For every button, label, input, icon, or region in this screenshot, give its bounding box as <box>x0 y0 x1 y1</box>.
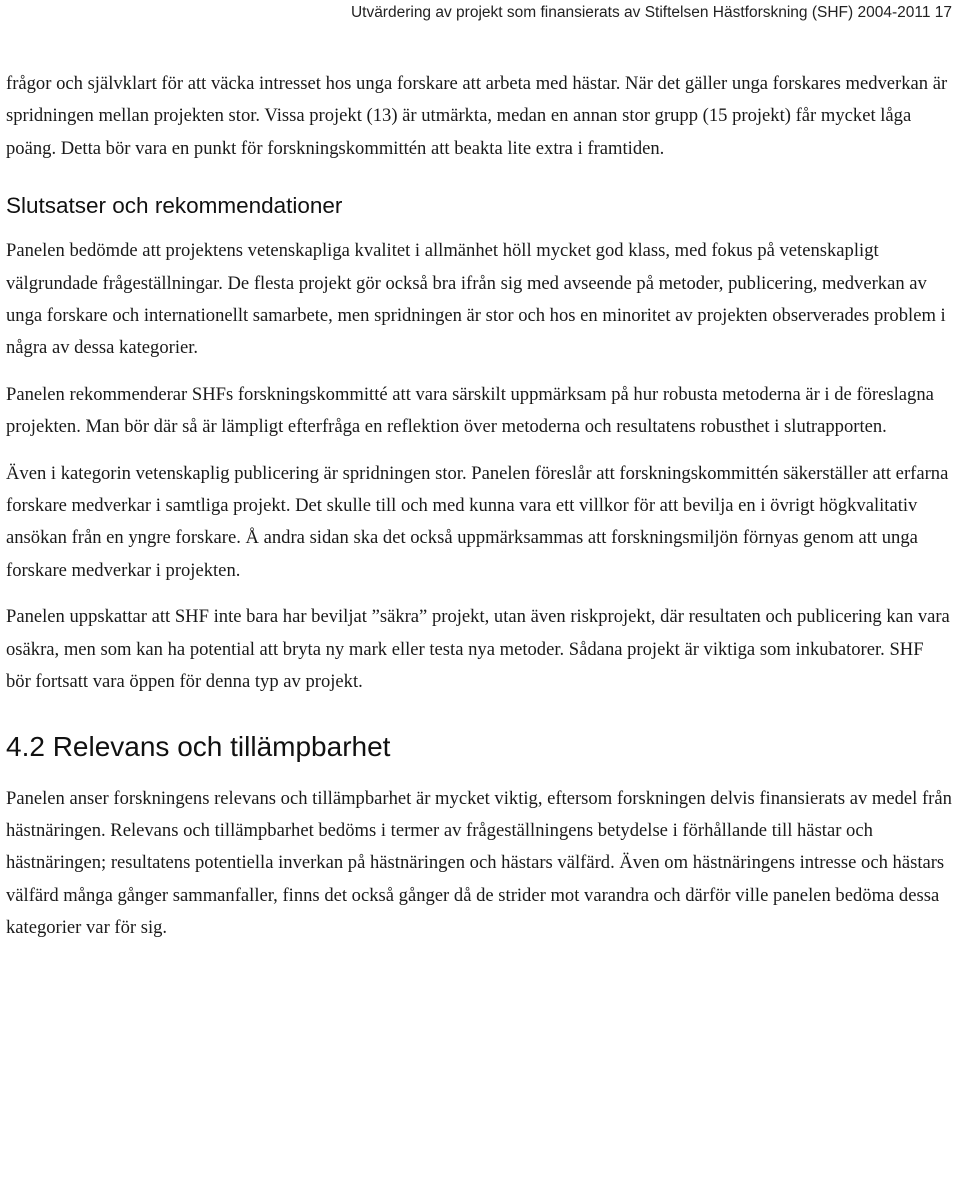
section-heading-conclusions: Slutsatser och rekommendationer <box>6 193 343 219</box>
paragraph-conclusions-3: Även i kategorin vetenskaplig publicering är spridningen stor. Panelen föreslår att forskningskommittén säkerställer att erfarna forskare medverkar i samtliga projekt. Det skulle till och med kunna vara ett villkor för att bevilja en i övrigt högkvalitativ ansökan från en yngre forskare. Å andra sidan ska det också uppmärksammas att forskningsmiljön förnyas genom att unga forskare medverkar i projekten. <box>6 462 949 581</box>
section-heading-relevance: 4.2 Relevans och tillämpbarhet <box>6 730 391 762</box>
paragraph-intro: frågor och självklart för att väcka intresset hos unga forskare att arbeta med hästar. När det gäller unga forskares medverkan är spridningen mellan projekten stor. Vissa projekt (13) är utmärkta, medan en annan stor grupp (15 projekt) får mycket låga poäng. Detta bör vara en punkt för forskningskommittén att beakta lite extra i framtiden. <box>6 73 948 159</box>
page-content <box>6 68 952 959</box>
paragraph-conclusions-4: Panelen uppskattar att SHF inte bara har beviljat ”säkra” projekt, utan även riskprojekt, där resultaten och publicering kan vara osäkra, men som kan ha potential att bryta ny mark eller testa nya metoder. Sådana projekt är viktiga som inkubatorer. SHF bör fortsatt vara öppen för denna typ av projekt. <box>6 606 950 693</box>
paragraph-conclusions-2: Panelen rekommenderar SHFs forskningskommitté att vara särskilt uppmärksam på hur robusta metoderna är i de föreslagna projekten. Man bör där så är lämpligt efterfråga en reflektion över metoderna och resultatens robusthet i slutrapporten. <box>6 383 934 438</box>
paragraph-relevance-1: Panelen anser forskningens relevans och tillämpbarhet är mycket viktig, eftersom forskningen delvis finansierats av medel från hästnäringen. Relevans och tillämpbarhet bedöms i termer av frågeställningens betydelse i förhållande till hästar och hästnäringen; resultatens potentiella inverkan på hästnäringen och hästars välfärd. Även om hästnäringens intresse och hästars välfärd många gånger sammanfaller, finns det också gånger då de strider mot varandra och därför ville panelen bedöma dessa kategorier var för sig. <box>6 787 952 939</box>
paragraph-conclusions-1: Panelen bedömde att projektens vetenskapliga kvalitet i allmänhet höll mycket god klass, med fokus på vetenskapligt välgrundade frågeställningar. De flesta projekt gör också bra ifrån sig med avseende på metoder, publicering, medverkan av unga forskare och internationellt samarbete, men spridningen är stor och hos en minoritet av projekten observerades problem i några av dessa kategorier. <box>6 240 946 359</box>
running-header: Utvärdering av projekt som finansierats av Stiftelsen Hästforskning (SHF) 2004-2011 17 <box>350 4 952 21</box>
